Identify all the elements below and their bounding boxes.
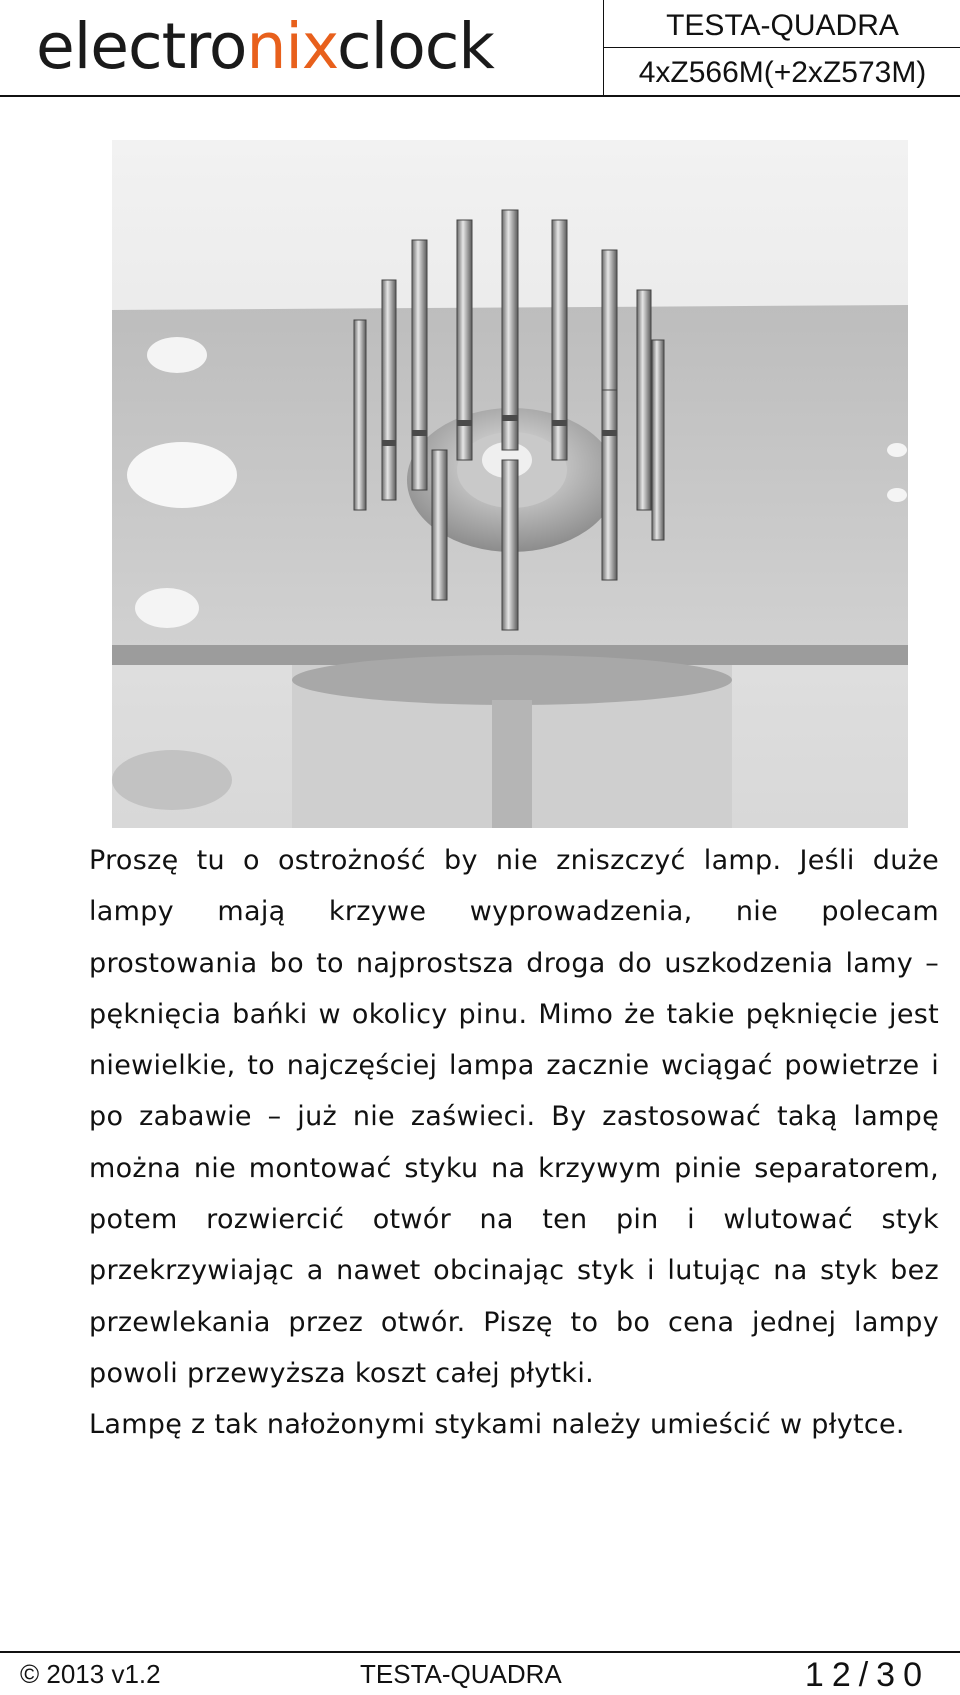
logo-text-part2: clock xyxy=(337,10,494,83)
page-header xyxy=(0,0,960,97)
footer-title: TESTA-QUADRA xyxy=(360,1659,562,1689)
logo-text-part1: electro xyxy=(36,10,247,83)
body-text xyxy=(89,835,939,1451)
electronixclock-logo xyxy=(36,6,494,88)
header-title-box xyxy=(603,0,960,95)
page-footer xyxy=(0,1651,960,1693)
logo-text-accent: nix xyxy=(246,10,338,83)
document-title: TESTA-QUADRA xyxy=(604,0,960,48)
document-subtitle: 4xZ566M(+2xZ573M) xyxy=(638,56,927,89)
paragraph: Lampę z tak nałożonymi stykami należy umieścić w płytce. xyxy=(89,1409,905,1441)
paragraph: Proszę tu o ostrożność by nie zniszczyć lamp. Jeśli duże lampy mają krzywe wyprowadzenia, nie polecam prostowania bo to najprostsza droga do uszkodzenia lamy – pęknięcia bańki w okolicy pinu. Mimo że takie pęknięcie jest niewielkie, to najczęściej lampa zacznie wciągać powietrze i po zabawie – już nie zaświeci. By zastosować taką lampę można nie montować styku na krzywym pinie separatorem, potem rozwiercić otwór na ten pin i wlutować styk przekrzywiając a nawet obcinając styk i lutując na styk bez przewlekania przez otwór. Piszę to bo cena jednej lampy powoli przewyższa koszt całej płytki. xyxy=(89,845,939,1389)
tube-socket-photo xyxy=(112,140,908,828)
page-number: 12/30 xyxy=(804,1656,930,1694)
copyright-version: © 2013 v1.2 xyxy=(20,1659,161,1689)
